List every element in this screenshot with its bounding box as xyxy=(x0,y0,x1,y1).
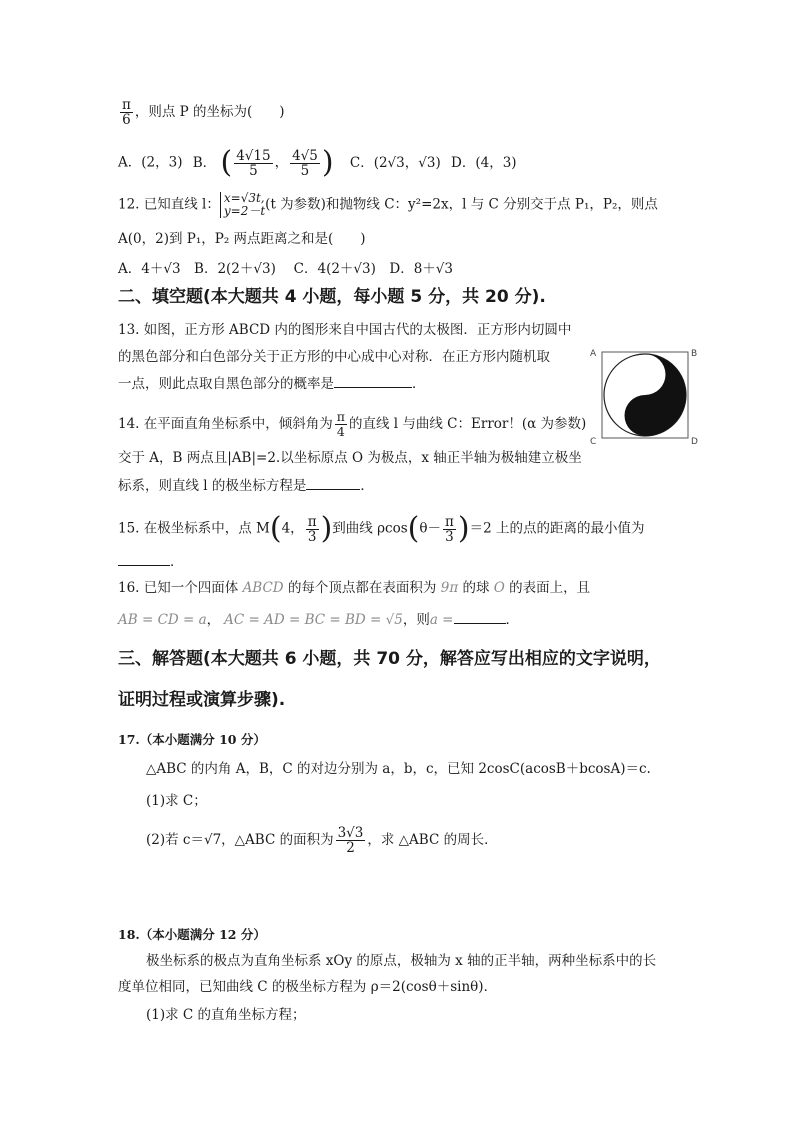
label-a: A xyxy=(590,349,597,359)
q18-heading: 18.（本小题满分 12 分） xyxy=(118,927,266,942)
q11-fraction: $\frac{\pi}{6}$ xyxy=(122,97,131,128)
q17-part2: (2)若 c＝√7，△ABC 的面积为 $\frac{3√3}{2}$ ，求 △ABC 的周长． xyxy=(146,825,498,856)
q15-line2: ． xyxy=(118,552,184,572)
taiji-figure xyxy=(588,346,700,448)
q17-heading: 17.（本小题满分 10 分） xyxy=(118,732,266,747)
label-b: B xyxy=(691,349,698,359)
q13-line2: 的黑色部分和白色部分关于正方形的中心成中心对称．在正方形内随机取 xyxy=(118,349,550,365)
q11-option-a: A．(2，3) xyxy=(118,154,183,171)
q12-stem: 12. 已知直线 l： x=√3t, y=2－t (t 为参数)和抛物线 C：y²=2x，l 与 C 分别交于点 P₁，P₂，则点 xyxy=(118,191,658,218)
q14-fraction: $\frac{\pi}{4}$ xyxy=(336,409,345,439)
q16-line1: 16. 已知一个四面体 ABCD 的每个顶点都在表面积为 9π 的球 O 的表面上，且 xyxy=(118,580,591,596)
q11-option-d: D．(4，3) xyxy=(451,154,517,171)
q18-part1: (1)求 C 的直角坐标方程； xyxy=(146,1007,306,1023)
q12-param-system: x=√3t, y=2－t xyxy=(220,192,265,218)
q14-line2: 交于 A，B 两点且|AB|=2.以坐标原点 O 为极点，x 轴正半轴为极轴建立极坐 xyxy=(118,450,582,466)
white-dot xyxy=(641,370,650,379)
q11-options: A．(2，3) B． ( $\frac{4√15}{5}$ ， $\frac{4√5}{5}$ ) C．(2√3，√3) D．(4，3) xyxy=(118,145,517,180)
q12-options: A．4＋√3 B．2(2＋√3) C．4(2＋√3) D．8＋√3 xyxy=(118,261,453,277)
q18-line2: 度单位相同，已知曲线 C 的极坐标方程为 ρ＝2(cosθ＋sinθ)． xyxy=(118,979,498,995)
q15-line1: 15. 在极坐标系中，点 M(4， $\frac{\pi}{3}$ )到曲线 ρcos(θ－ $\frac{\pi}{3}$ )＝2 上的点的距离的最小值为 xyxy=(118,511,645,546)
q12-line2: A(0，2)到 P₁，P₂ 两点距离之和是( ) xyxy=(118,231,366,247)
q17-part1: (1)求 C； xyxy=(146,793,207,809)
label-c: C xyxy=(590,437,597,447)
q11-option-b-label: B． xyxy=(192,154,217,171)
q15-answer-blank xyxy=(118,565,170,566)
section-3-title-line1: 三、解答题(本大题共 6 小题，共 70 分，解答应写出相应的文字说明， xyxy=(118,649,661,669)
q13-line3: 一点，则此点取自黑色部分的概率是 ． xyxy=(118,376,426,392)
q14-line1: 14. 在平面直角坐标系中，倾斜角为 $\frac{\pi}{4}$ 的直线 l 与曲线 C：Error！(α 为参数) xyxy=(118,409,587,439)
q17-area-fraction: $\frac{3√3}{2}$ xyxy=(337,825,364,856)
section-2-title: 二、填空题(本大题共 4 小题，每小题 5 分，共 20 分). xyxy=(118,287,546,307)
q11-option-b-y: $\frac{4√5}{5}$ xyxy=(292,147,318,179)
q11-stem: $\frac{\pi}{6}$ ，则点 P 的坐标为( ) xyxy=(122,97,285,128)
q16-answer-blank xyxy=(454,623,506,624)
q11-option-c: C．(2√3，√3) xyxy=(349,154,441,171)
q15-curve-fraction: $\frac{\pi}{3}$ xyxy=(445,513,454,545)
q14-answer-blank xyxy=(306,489,360,490)
q16-line2: AB = CD = a， AC = AD = BC = BD = √5，则a = ． xyxy=(118,612,519,628)
q13-line1: 13. 如图，正方形 ABCD 内的图形来自中国古代的太极图．正方形内切圆中 xyxy=(118,322,572,338)
black-dot xyxy=(641,411,650,420)
q11-option-b-x: $\frac{4√15}{5}$ xyxy=(236,147,271,179)
label-d: D xyxy=(691,437,698,447)
section-3-title-line2: 证明过程或演算步骤). xyxy=(118,690,286,710)
q17-stem: △ABC 的内角 A，B，C 的对边分别为 a，b，c，已知 2cosC(acosB＋bcosA)＝c. xyxy=(146,761,651,777)
q14-line3: 标系，则直线 l 的极坐标方程是 ． xyxy=(118,478,374,494)
q13-answer-blank xyxy=(334,387,412,388)
q18-line1: 极坐标系的极点为直角坐标系 xOy 的原点，极轴为 x 轴的正半轴，两种坐标系中的长 xyxy=(146,953,657,969)
q15-m-fraction: $\frac{\pi}{3}$ xyxy=(307,513,317,545)
